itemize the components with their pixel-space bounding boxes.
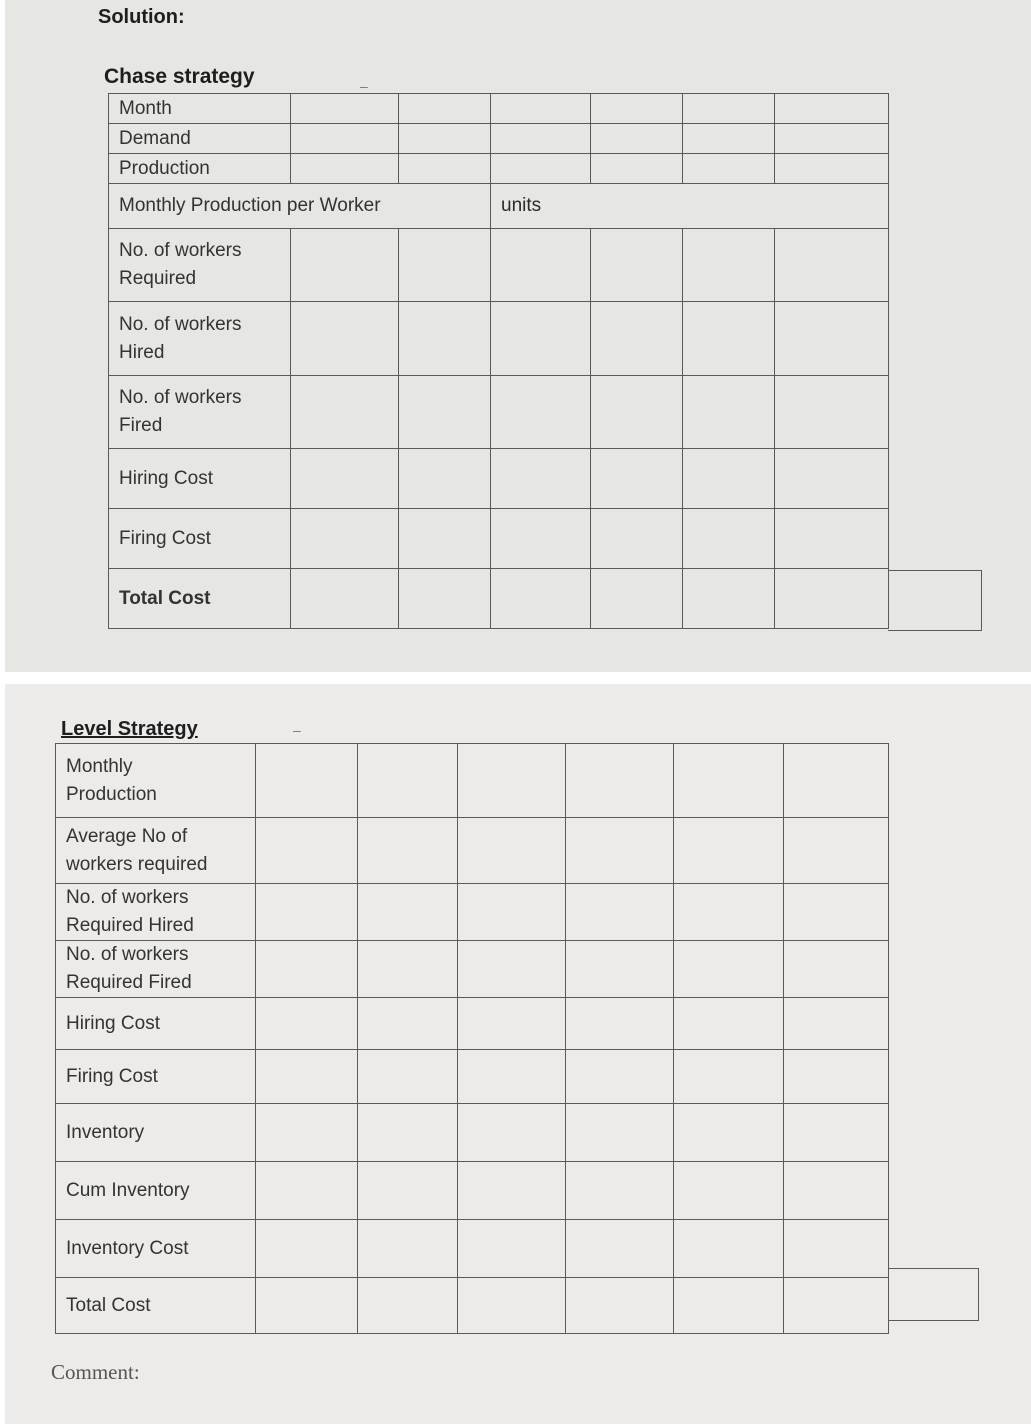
chase-strategy-table [108,93,889,629]
input-cell[interactable] [291,94,399,124]
table-row [109,376,889,449]
row-label-monthly-production: Monthly Production [56,744,256,818]
input-cell[interactable] [491,124,591,154]
table-row [56,941,889,998]
input-cell[interactable] [674,1104,784,1162]
input-cell[interactable] [775,124,889,154]
input-cell[interactable] [256,1278,358,1334]
input-cell[interactable] [458,744,566,818]
input-cell[interactable] [674,818,784,884]
row-label-inventory-cost: Inventory Cost [56,1220,256,1278]
chase-strategy-panel [5,0,1031,672]
input-cell[interactable] [591,124,683,154]
input-cell[interactable] [458,1278,566,1334]
row-label-workers-hired: No. of workers Hired [109,302,291,376]
input-cell[interactable] [291,449,399,509]
input-cell[interactable] [358,1220,458,1278]
input-cell[interactable] [458,998,566,1050]
table-row [109,184,889,229]
input-cell[interactable] [358,1278,458,1334]
input-cell[interactable] [291,124,399,154]
input-cell[interactable] [566,818,674,884]
input-cell[interactable] [491,509,591,569]
table-row [56,998,889,1050]
input-cell[interactable] [458,818,566,884]
input-cell[interactable] [256,1220,358,1278]
table-row [109,124,889,154]
input-cell[interactable] [491,94,591,124]
input-cell[interactable] [674,941,784,998]
input-cell[interactable] [291,569,399,629]
input-cell[interactable] [256,744,358,818]
input-cell[interactable] [491,376,591,449]
input-cell[interactable] [358,998,458,1050]
level-strategy-panel [5,684,1031,1424]
row-label-month: Month [109,94,291,124]
input-cell[interactable] [358,744,458,818]
input-cell[interactable] [491,302,591,376]
row-label-monthly-production-per-worker: Monthly Production per Worker [109,184,491,229]
input-cell[interactable] [674,1162,784,1220]
input-cell[interactable] [566,1220,674,1278]
input-cell[interactable] [566,998,674,1050]
chase-strategy-heading: Chase strategy [104,65,255,88]
input-cell[interactable] [591,154,683,184]
total-cost-extra-cell[interactable] [888,570,982,631]
row-label-workers-fired: No. of workers Required Fired [56,941,256,998]
input-cell[interactable] [399,449,491,509]
input-cell[interactable] [683,376,775,449]
row-label-firing-cost: Firing Cost [56,1050,256,1104]
input-cell[interactable] [458,1050,566,1104]
input-cell[interactable] [784,1162,889,1220]
input-cell[interactable] [358,941,458,998]
input-cell[interactable] [784,1220,889,1278]
row-label-firing-cost: Firing Cost [109,509,291,569]
level-strategy-table [55,743,889,1334]
units-label: units [491,184,889,229]
input-cell[interactable] [674,884,784,941]
level-strategy-heading: Level Strategy [61,718,198,740]
input-cell[interactable] [399,376,491,449]
input-cell[interactable] [683,94,775,124]
solution-heading: Solution: [98,6,185,28]
input-cell[interactable] [491,229,591,302]
input-cell[interactable] [358,1162,458,1220]
input-cell[interactable] [256,1162,358,1220]
input-cell[interactable] [256,884,358,941]
input-cell[interactable] [399,569,491,629]
input-cell[interactable] [591,94,683,124]
row-label-demand: Demand [109,124,291,154]
table-row [109,449,889,509]
input-cell[interactable] [784,818,889,884]
row-label-workers-fired: No. of workers Fired [109,376,291,449]
table-row [109,509,889,569]
input-cell[interactable] [784,744,889,818]
input-cell[interactable] [256,1104,358,1162]
total-cost-extra-cell[interactable] [888,1268,979,1321]
row-label-hiring-cost: Hiring Cost [56,998,256,1050]
input-cell[interactable] [458,1220,566,1278]
input-cell[interactable] [591,569,683,629]
input-cell[interactable] [491,449,591,509]
input-cell[interactable] [775,509,889,569]
input-cell[interactable] [566,1050,674,1104]
input-cell[interactable] [256,941,358,998]
row-label-cum-inventory: Cum Inventory [56,1162,256,1220]
input-cell[interactable] [775,229,889,302]
table-row [56,1162,889,1220]
row-label-hiring-cost: Hiring Cost [109,449,291,509]
input-cell[interactable] [291,302,399,376]
input-cell[interactable] [775,94,889,124]
input-cell[interactable] [784,1278,889,1334]
input-cell[interactable] [591,302,683,376]
input-cell[interactable] [458,1162,566,1220]
input-cell[interactable] [566,1104,674,1162]
table-row [56,818,889,884]
input-cell[interactable] [591,449,683,509]
table-row [56,884,889,941]
input-cell[interactable] [674,998,784,1050]
input-cell[interactable] [458,941,566,998]
table-row [56,744,889,818]
input-cell[interactable] [358,1104,458,1162]
input-cell[interactable] [683,449,775,509]
input-cell[interactable] [491,569,591,629]
input-cell[interactable] [566,1162,674,1220]
input-cell[interactable] [591,229,683,302]
table-row [56,1278,889,1334]
row-label-total-cost: Total Cost [56,1278,256,1334]
table-row [109,569,889,629]
table-row [109,229,889,302]
input-cell[interactable] [566,884,674,941]
row-label-average-workers: Average No of workers required [56,818,256,884]
input-cell[interactable] [784,884,889,941]
input-cell[interactable] [683,124,775,154]
input-cell[interactable] [358,1050,458,1104]
input-cell[interactable] [566,744,674,818]
input-cell[interactable] [784,1050,889,1104]
input-cell[interactable] [674,744,784,818]
input-cell[interactable] [399,94,491,124]
input-cell[interactable] [291,376,399,449]
input-cell[interactable] [683,229,775,302]
input-cell[interactable] [784,998,889,1050]
input-cell[interactable] [358,818,458,884]
input-cell[interactable] [256,1050,358,1104]
input-cell[interactable] [399,154,491,184]
input-cell[interactable] [399,229,491,302]
input-cell[interactable] [784,1104,889,1162]
table-row [109,302,889,376]
input-cell[interactable] [775,154,889,184]
table-row [56,1220,889,1278]
input-cell[interactable] [399,509,491,569]
pen-mark: – [293,722,301,738]
table-row [56,1104,889,1162]
input-cell[interactable] [399,124,491,154]
input-cell[interactable] [683,509,775,569]
input-cell[interactable] [491,154,591,184]
input-cell[interactable] [775,302,889,376]
input-cell[interactable] [674,1220,784,1278]
pen-mark: – [360,78,368,94]
input-cell[interactable] [775,449,889,509]
input-cell[interactable] [775,569,889,629]
input-cell[interactable] [566,1278,674,1334]
input-cell[interactable] [566,941,674,998]
input-cell[interactable] [674,1278,784,1334]
row-label-production: Production [109,154,291,184]
row-label-workers-required: No. of workers Required [109,229,291,302]
input-cell[interactable] [291,154,399,184]
input-cell[interactable] [683,302,775,376]
input-cell[interactable] [256,818,358,884]
input-cell[interactable] [399,302,491,376]
input-cell[interactable] [591,509,683,569]
table-row [109,94,889,124]
table-row [56,1050,889,1104]
input-cell[interactable] [458,1104,566,1162]
row-label-inventory: Inventory [56,1104,256,1162]
input-cell[interactable] [291,229,399,302]
input-cell[interactable] [784,941,889,998]
comment-label: Comment: [51,1360,140,1384]
table-row [109,154,889,184]
input-cell[interactable] [591,376,683,449]
input-cell[interactable] [358,884,458,941]
input-cell[interactable] [683,569,775,629]
input-cell[interactable] [256,998,358,1050]
row-label-workers-hired: No. of workers Required Hired [56,884,256,941]
row-label-total-cost: Total Cost [109,569,291,629]
input-cell[interactable] [458,884,566,941]
input-cell[interactable] [291,509,399,569]
input-cell[interactable] [775,376,889,449]
input-cell[interactable] [683,154,775,184]
input-cell[interactable] [674,1050,784,1104]
